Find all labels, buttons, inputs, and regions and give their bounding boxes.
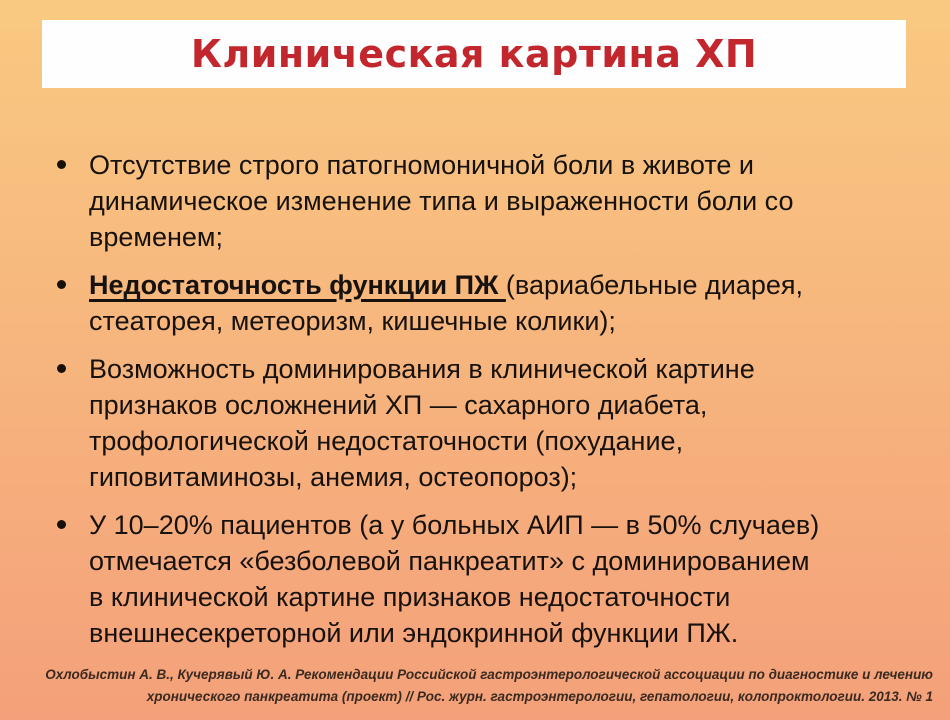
bullet-text: гиповитаминозы, анемия, остеопороз); <box>89 462 578 492</box>
bullet-item <box>55 351 915 495</box>
bullet-marker-icon <box>57 280 66 289</box>
bullet-text-emphasis: Недостаточность функции ПЖ <box>89 270 506 300</box>
bullet-item <box>55 147 915 255</box>
bullet-text: (вариабельные диарея, <box>505 270 804 300</box>
bullet-text: Возможность доминирования в клинической картине <box>89 354 755 384</box>
bullet-text: отмечается «безболевой панкреатит» с доминированием <box>89 546 810 576</box>
bullet-text: в клинической картине признаков недостаточности <box>89 582 731 612</box>
bullet-text: внешнесекреторной или эндокринной функции ПЖ. <box>89 618 739 648</box>
bullet-text: Отсутствие строго патогномоничной боли в животе и <box>89 150 754 180</box>
citation-line-1: Охлобыстин А. В., Кучерявый Ю. А. Рекомендации Российской гастроэнтерологической ассоциации по диагностике и лечению <box>45 667 933 682</box>
bullet-text: трофологической недостаточности (похудание, <box>89 426 684 456</box>
bullet-item <box>55 507 915 651</box>
bullet-text: признаков осложнений ХП — сахарного диабета, <box>89 390 708 420</box>
bullet-text: У 10–20% пациентов (а у больных АИП — в 50% случаев) <box>89 510 820 540</box>
bullet-text: стеаторея, метеоризм, кишечные колики); <box>89 306 616 336</box>
bullet-text: динамическое изменение типа и выраженности боли со <box>89 186 794 216</box>
bullet-item <box>55 267 915 339</box>
title-banner <box>42 20 906 88</box>
bullet-marker-icon <box>57 364 66 373</box>
bullet-marker-icon <box>57 520 66 529</box>
slide-title: Клиническая картина ХП <box>190 32 758 76</box>
bullet-marker-icon <box>57 160 66 169</box>
citation-line-2: хронического панкреатита (проект) // Рос. журн. гастроэнтерологии, гепатологии, колопроктологии. 2013. № 1 <box>146 689 933 704</box>
bullet-text: временем; <box>89 222 223 252</box>
citation <box>45 664 933 708</box>
bullet-list <box>55 147 915 663</box>
